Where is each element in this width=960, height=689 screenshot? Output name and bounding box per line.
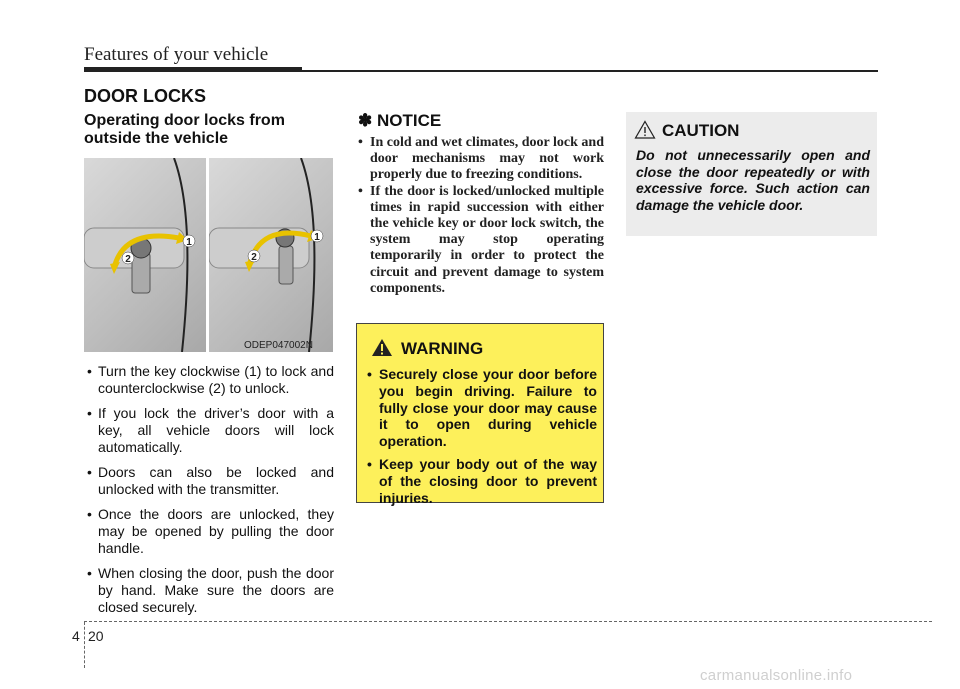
instruction-list xyxy=(84,363,334,624)
caution-box xyxy=(626,112,877,236)
warning-triangle-icon xyxy=(371,338,393,357)
header-rule-thick xyxy=(84,67,302,72)
header-title: Features of your vehicle xyxy=(84,44,269,65)
warning-list xyxy=(365,366,597,512)
list-item: • When closing the door, push the door by hand. Make sure the doors are closed securely. xyxy=(84,565,334,616)
list-item: • Securely close your door before you begin driving. Failure to fully close your door may cause it to open during vehicle operation. xyxy=(365,366,597,450)
list-item: • Once the doors are unlocked, they may be opened by pulling the door handle. xyxy=(84,506,334,557)
section-title: DOOR LOCKS xyxy=(84,86,207,106)
footer-divider xyxy=(84,621,932,622)
caution-text: Do not unnecessarily open and close the door repeatedly or with excessive force. Such action can damage the vehicle door. xyxy=(636,147,870,213)
list-item: • In cold and wet climates, door lock and door mechanisms may not work properly due to freezing conditions. xyxy=(356,135,604,184)
callout-1-label: 1 xyxy=(186,237,192,248)
door-lock-photo-lock xyxy=(84,158,206,352)
door-handle-key-drawing xyxy=(209,158,333,352)
list-item: • Turn the key clockwise (1) to lock and counterclockwise (2) to unlock. xyxy=(84,363,334,397)
warning-title: WARNING xyxy=(401,339,484,358)
section-subtitle: Operating door locks from outside the vehicle xyxy=(84,112,285,147)
list-item: • If the door is locked/unlocked multiple times in rapid succession with either the vehicle key or door lock switch, the system may stop operating temporarily in order to protect the circuit and prevent damage to system components. xyxy=(356,184,604,297)
notice-list xyxy=(356,135,604,297)
callout-2-label: 2 xyxy=(251,252,257,263)
chapter-number: 4 xyxy=(72,628,80,644)
page-number: 20 xyxy=(88,628,104,644)
door-lock-photo-unlock xyxy=(209,158,333,352)
caution-triangle-icon xyxy=(634,120,656,139)
callout-1-label: 1 xyxy=(314,232,320,243)
list-item: • Doors can also be locked and unlocked with the transmitter. xyxy=(84,464,334,498)
notice-title: ✽ NOTICE xyxy=(358,111,442,130)
caution-header xyxy=(634,120,739,141)
door-lock-illustration xyxy=(84,158,333,352)
list-item: • Keep your body out of the way of the closing door to prevent injuries. xyxy=(365,456,597,506)
callout-2-label: 2 xyxy=(125,254,131,265)
figure-code: ODEP047002N xyxy=(244,340,313,351)
warning-header xyxy=(371,338,483,359)
door-handle-key-drawing xyxy=(84,158,206,352)
footer-vertical-divider xyxy=(84,622,85,668)
caution-title: CAUTION xyxy=(662,121,740,140)
list-item: • If you lock the driver’s door with a key, all vehicle doors will lock automatically. xyxy=(84,405,334,456)
warning-box xyxy=(356,323,604,506)
watermark: carmanualsonline.info xyxy=(700,667,853,684)
header-rule-thin xyxy=(302,70,878,72)
